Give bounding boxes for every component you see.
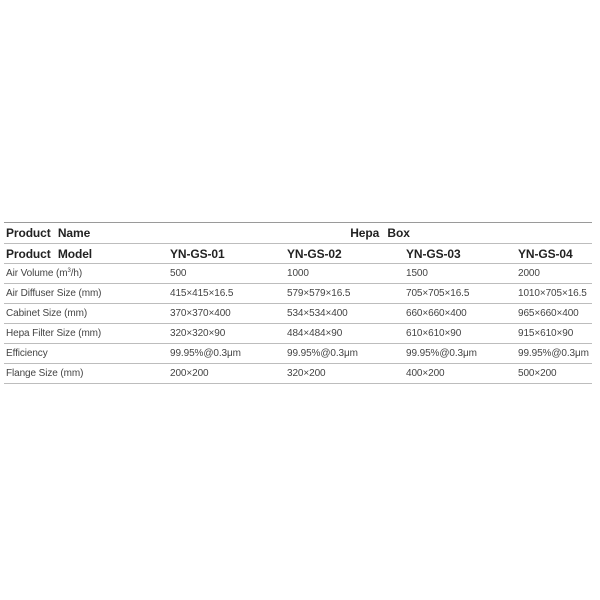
value-cell: 415×415×16.5 — [170, 288, 234, 299]
product-model-row — [4, 244, 592, 264]
value-cell: 200×200 — [170, 368, 209, 379]
value-cell: 99.95%@0.3μm — [170, 348, 241, 359]
efficiency-row — [4, 344, 592, 364]
value-cell: 660×660×400 — [406, 308, 467, 319]
model-cell: YN-GS-02 — [287, 246, 342, 261]
value-cell: 370×370×400 — [170, 308, 231, 319]
model-cell: YN-GS-04 — [518, 246, 573, 261]
value-cell: 2000 — [518, 268, 540, 279]
value-cell: 1010×705×16.5 — [518, 288, 587, 299]
row-label: Hepa Filter Size (mm) — [6, 328, 102, 339]
air-volume-label-suffix: /h) — [70, 268, 83, 279]
hepa-filter-size-row — [4, 324, 592, 344]
row-label — [4, 264, 168, 284]
value-cell: 579×579×16.5 — [287, 288, 351, 299]
product-name-label: Product Name — [6, 226, 91, 240]
product-name-row — [4, 223, 592, 244]
cabinet-size-row — [4, 304, 592, 324]
value-cell: 1500 — [406, 268, 428, 279]
row-label: Air Diffuser Size (mm) — [6, 288, 102, 299]
value-cell: 705×705×16.5 — [406, 288, 470, 299]
value-cell: 484×484×90 — [287, 328, 343, 339]
value-cell: 534×534×400 — [287, 308, 348, 319]
air-volume-label-sup: 3 — [67, 268, 71, 274]
value-cell: 1000 — [287, 268, 309, 279]
row-label: Flange Size (mm) — [6, 368, 84, 379]
value-cell: 500 — [170, 268, 187, 279]
product-model-label: Product Model — [6, 246, 93, 261]
value-cell: 610×610×90 — [406, 328, 462, 339]
air-volume-row — [4, 264, 592, 284]
air-volume-label-prefix: Air Volume (m — [6, 268, 68, 279]
flange-size-row — [4, 364, 592, 384]
air-diffuser-size-row — [4, 284, 592, 304]
value-cell: 99.95%@0.3μm — [406, 348, 477, 359]
spec-table — [4, 222, 592, 384]
value-cell: 915×610×90 — [518, 328, 574, 339]
product-name-value: Hepa Box — [350, 226, 410, 240]
row-label: Efficiency — [6, 348, 48, 359]
value-cell: 965×660×400 — [518, 308, 579, 319]
row-label: Cabinet Size (mm) — [6, 308, 88, 319]
model-cell: YN-GS-01 — [170, 246, 225, 261]
value-cell: 99.95%@0.3μm — [518, 348, 589, 359]
value-cell: 99.95%@0.3μm — [287, 348, 358, 359]
value-cell: 400×200 — [406, 368, 445, 379]
value-cell: 320×320×90 — [170, 328, 226, 339]
value-cell: 320×200 — [287, 368, 326, 379]
model-cell: YN-GS-03 — [406, 246, 461, 261]
value-cell: 500×200 — [518, 368, 557, 379]
